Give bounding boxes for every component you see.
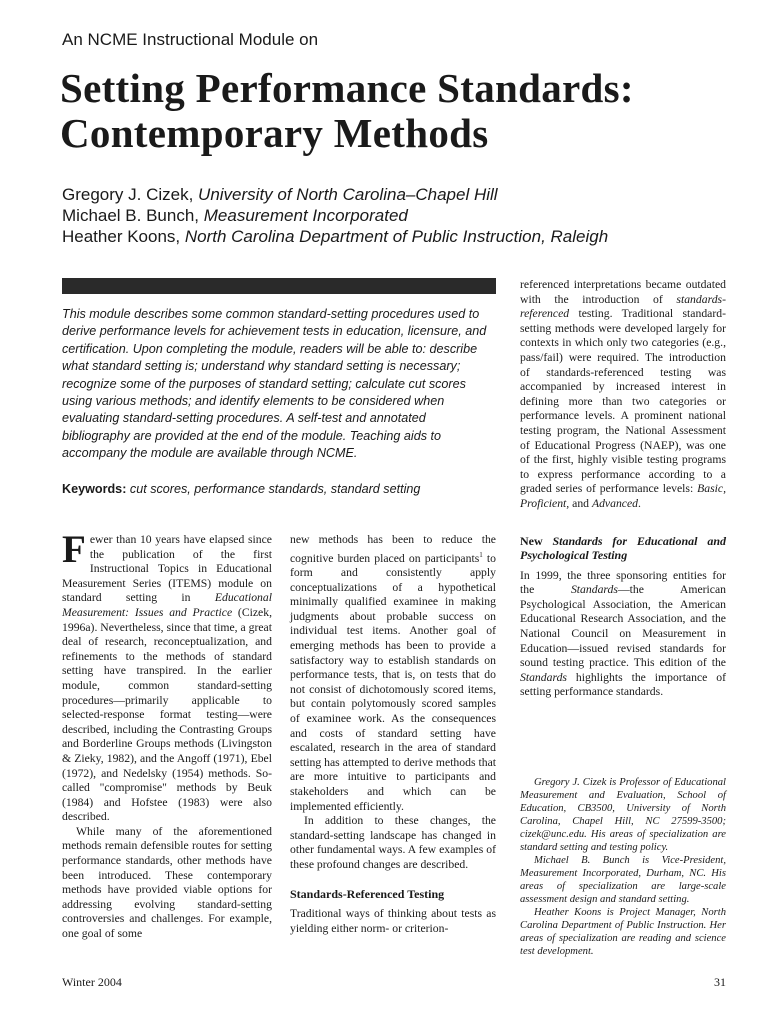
author-affiliation: University of North Carolina–Chapel Hill bbox=[198, 185, 498, 204]
section-heading: Standards-Referenced Testing bbox=[290, 886, 445, 901]
text-run: (Cizek, 1996a). Nevertheless, since that time, a great deal of research, reconceptualization, and refinements to the methods of standard setting have transpired. In the earlier module, common standard-setting procedures—primarily applicable to selected-response format testing—were described, including the Contrasting Groups and Borderline Groups methods (Livingston & Zieky, 1982), and the Angoff (1971), Ebel (1972), and Nedelsky (1954) methods. So-called "compromise" methods by Beuk (1984) and Hofstee (1983) were also described. bbox=[62, 605, 273, 824]
italic-term: Standards bbox=[520, 670, 567, 684]
text-run: highlights the importance of setting performance standards. bbox=[520, 670, 726, 699]
paragraph bbox=[62, 528, 273, 825]
abstract: This module describes some common standard-setting procedures used to derive performance levels for achievement tests in education, licensure, and certification. Upon completing the module, readers will be able to: describe what standard setting is; understand why standard setting is necessary; recognize some of the purposes of standard setting; calculate cut scores using various methods; and identify elements to be considered when evaluating standard-setting procedures. A self-test and annotated bibliography are provided at the end of the module. Teaching aids to accompany the module are available through NCME. bbox=[62, 307, 487, 461]
bio-paragraph: Gregory J. Cizek is Professor of Educational Measurement and Evaluation, School of Education, CB3500, University of North Carolina, Chapel Hill, NC 27599-3500; cizek@unc.edu. His areas of specialization are standard setting and testing policy. bbox=[520, 777, 726, 853]
journal-title: Educational Measurement: Issues and Practice bbox=[62, 591, 272, 619]
keywords bbox=[62, 482, 496, 496]
author-affiliation: North Carolina Department of Public Instruction, Raleigh bbox=[184, 227, 609, 246]
author-line bbox=[62, 226, 752, 247]
article-title bbox=[60, 66, 740, 156]
title-line-2: Contemporary Methods bbox=[60, 110, 489, 156]
drop-cap: F bbox=[62, 528, 86, 571]
author-line bbox=[62, 205, 752, 226]
bio-paragraph: Michael B. Bunch is Vice-President, Measurement Incorporated, Durham, NC. His areas of specialization are large-scale assessment design and standard setting. bbox=[520, 855, 726, 905]
paragraph: Traditional ways of thinking about tests as yielding either norm- or criterion- bbox=[290, 907, 496, 935]
text-run: . bbox=[638, 496, 641, 510]
author-name: Heather Koons, bbox=[62, 227, 185, 246]
title-line-1: Setting Performance Standards: bbox=[60, 65, 634, 111]
issue-footer: Winter 2004 bbox=[62, 975, 122, 989]
body-column-3 bbox=[520, 278, 726, 700]
body-column-2 bbox=[290, 533, 496, 936]
italic-term: Basic, Proficient, bbox=[520, 482, 726, 510]
section-divider-bar bbox=[62, 278, 496, 294]
heading-italic: Standards for Educational and Psychological Testing bbox=[520, 533, 726, 563]
italic-term: standards-referenced bbox=[520, 292, 726, 321]
page-number: 31 bbox=[714, 975, 726, 989]
author-line bbox=[62, 184, 752, 205]
footnote-marker: 1 bbox=[479, 550, 483, 559]
module-kicker: An NCME Instructional Module on bbox=[62, 30, 319, 49]
author-name: Michael B. Bunch, bbox=[62, 206, 204, 225]
heading-run: New bbox=[520, 533, 553, 548]
author-bios bbox=[520, 776, 726, 958]
bio-paragraph: Heather Koons is Project Manager, North Carolina Department of Public Instruction. Her areas of specialization are reading and science test development. bbox=[520, 907, 726, 957]
text-run: —the American Psychological Association, the American Educational Research Association, and the National Council on Measurement in Education—issued revised standards for sound testing practice. This edition of the bbox=[520, 583, 726, 670]
paragraph bbox=[520, 569, 726, 700]
keywords-label: Keywords: bbox=[62, 482, 127, 496]
text-run: ewer than 10 years have elapsed since the publication of the first Instructional Topics in Educational Measurement Series (ITEMS) module on standard setting in bbox=[62, 533, 272, 605]
text-run: testing. Traditional standard-setting methods were developed largely for contexts in which only two categories (e.g., pass/fail) were required. The introduction of standards-referenced testing was accompanied by increased interest in defining more than two categories or performance levels. A prominent national testing program, the National Assessment of Educational Progress (NAEP), was one of the first, highly visible testing programs to express performance according to a graded series of performance levels: bbox=[520, 307, 726, 496]
keywords-text: cut scores, performance standards, standard setting bbox=[129, 482, 421, 496]
author-affiliation: Measurement Incorporated bbox=[203, 206, 408, 225]
text-run: to form and consistently apply conceptualizations of a hypothetical minimally qualified examinee in making judgments about probable success on individual test items. Another goal of emerging methods has been to provide a satisfactory way to establish standards on performance tests, that is, on tests that do not consist of dichotomously scored items, but contain polytomously scored samples of examinee work. As the consequences and costs of standard setting have escalated, research in the area of standard setting has attempted to derive methods that are more intuitive to participants and stakeholders and which can be implemented efficiently. bbox=[290, 551, 497, 813]
text-run: In 1999, the three sponsoring entities for the bbox=[520, 568, 726, 597]
italic-term: Advanced bbox=[591, 496, 639, 510]
body-column-1 bbox=[62, 528, 273, 942]
paragraph bbox=[290, 533, 496, 814]
author-name: Gregory J. Cizek, bbox=[62, 185, 199, 204]
paragraph: While many of the aforementioned methods remain defensible routes for setting performance standards, other methods have been introduced. These contemporary methods have provided viable options for addressing evolving standard-setting controversies and challenges. For example, one goal of some bbox=[62, 824, 272, 941]
author-list bbox=[62, 184, 752, 247]
italic-term: Standards bbox=[570, 583, 618, 597]
text-run: referenced interpretations became outdated with the introduction of bbox=[520, 278, 726, 306]
paragraph: In addition to these changes, the standard-setting landscape has changed in other fundamental ways. A few examples of these profound changes are described. bbox=[290, 814, 496, 871]
paragraph bbox=[520, 278, 726, 512]
section-heading bbox=[520, 534, 726, 563]
text-run: new methods has been to reduce the cognitive burden placed on participants bbox=[290, 533, 496, 565]
text-run: and bbox=[569, 496, 592, 510]
